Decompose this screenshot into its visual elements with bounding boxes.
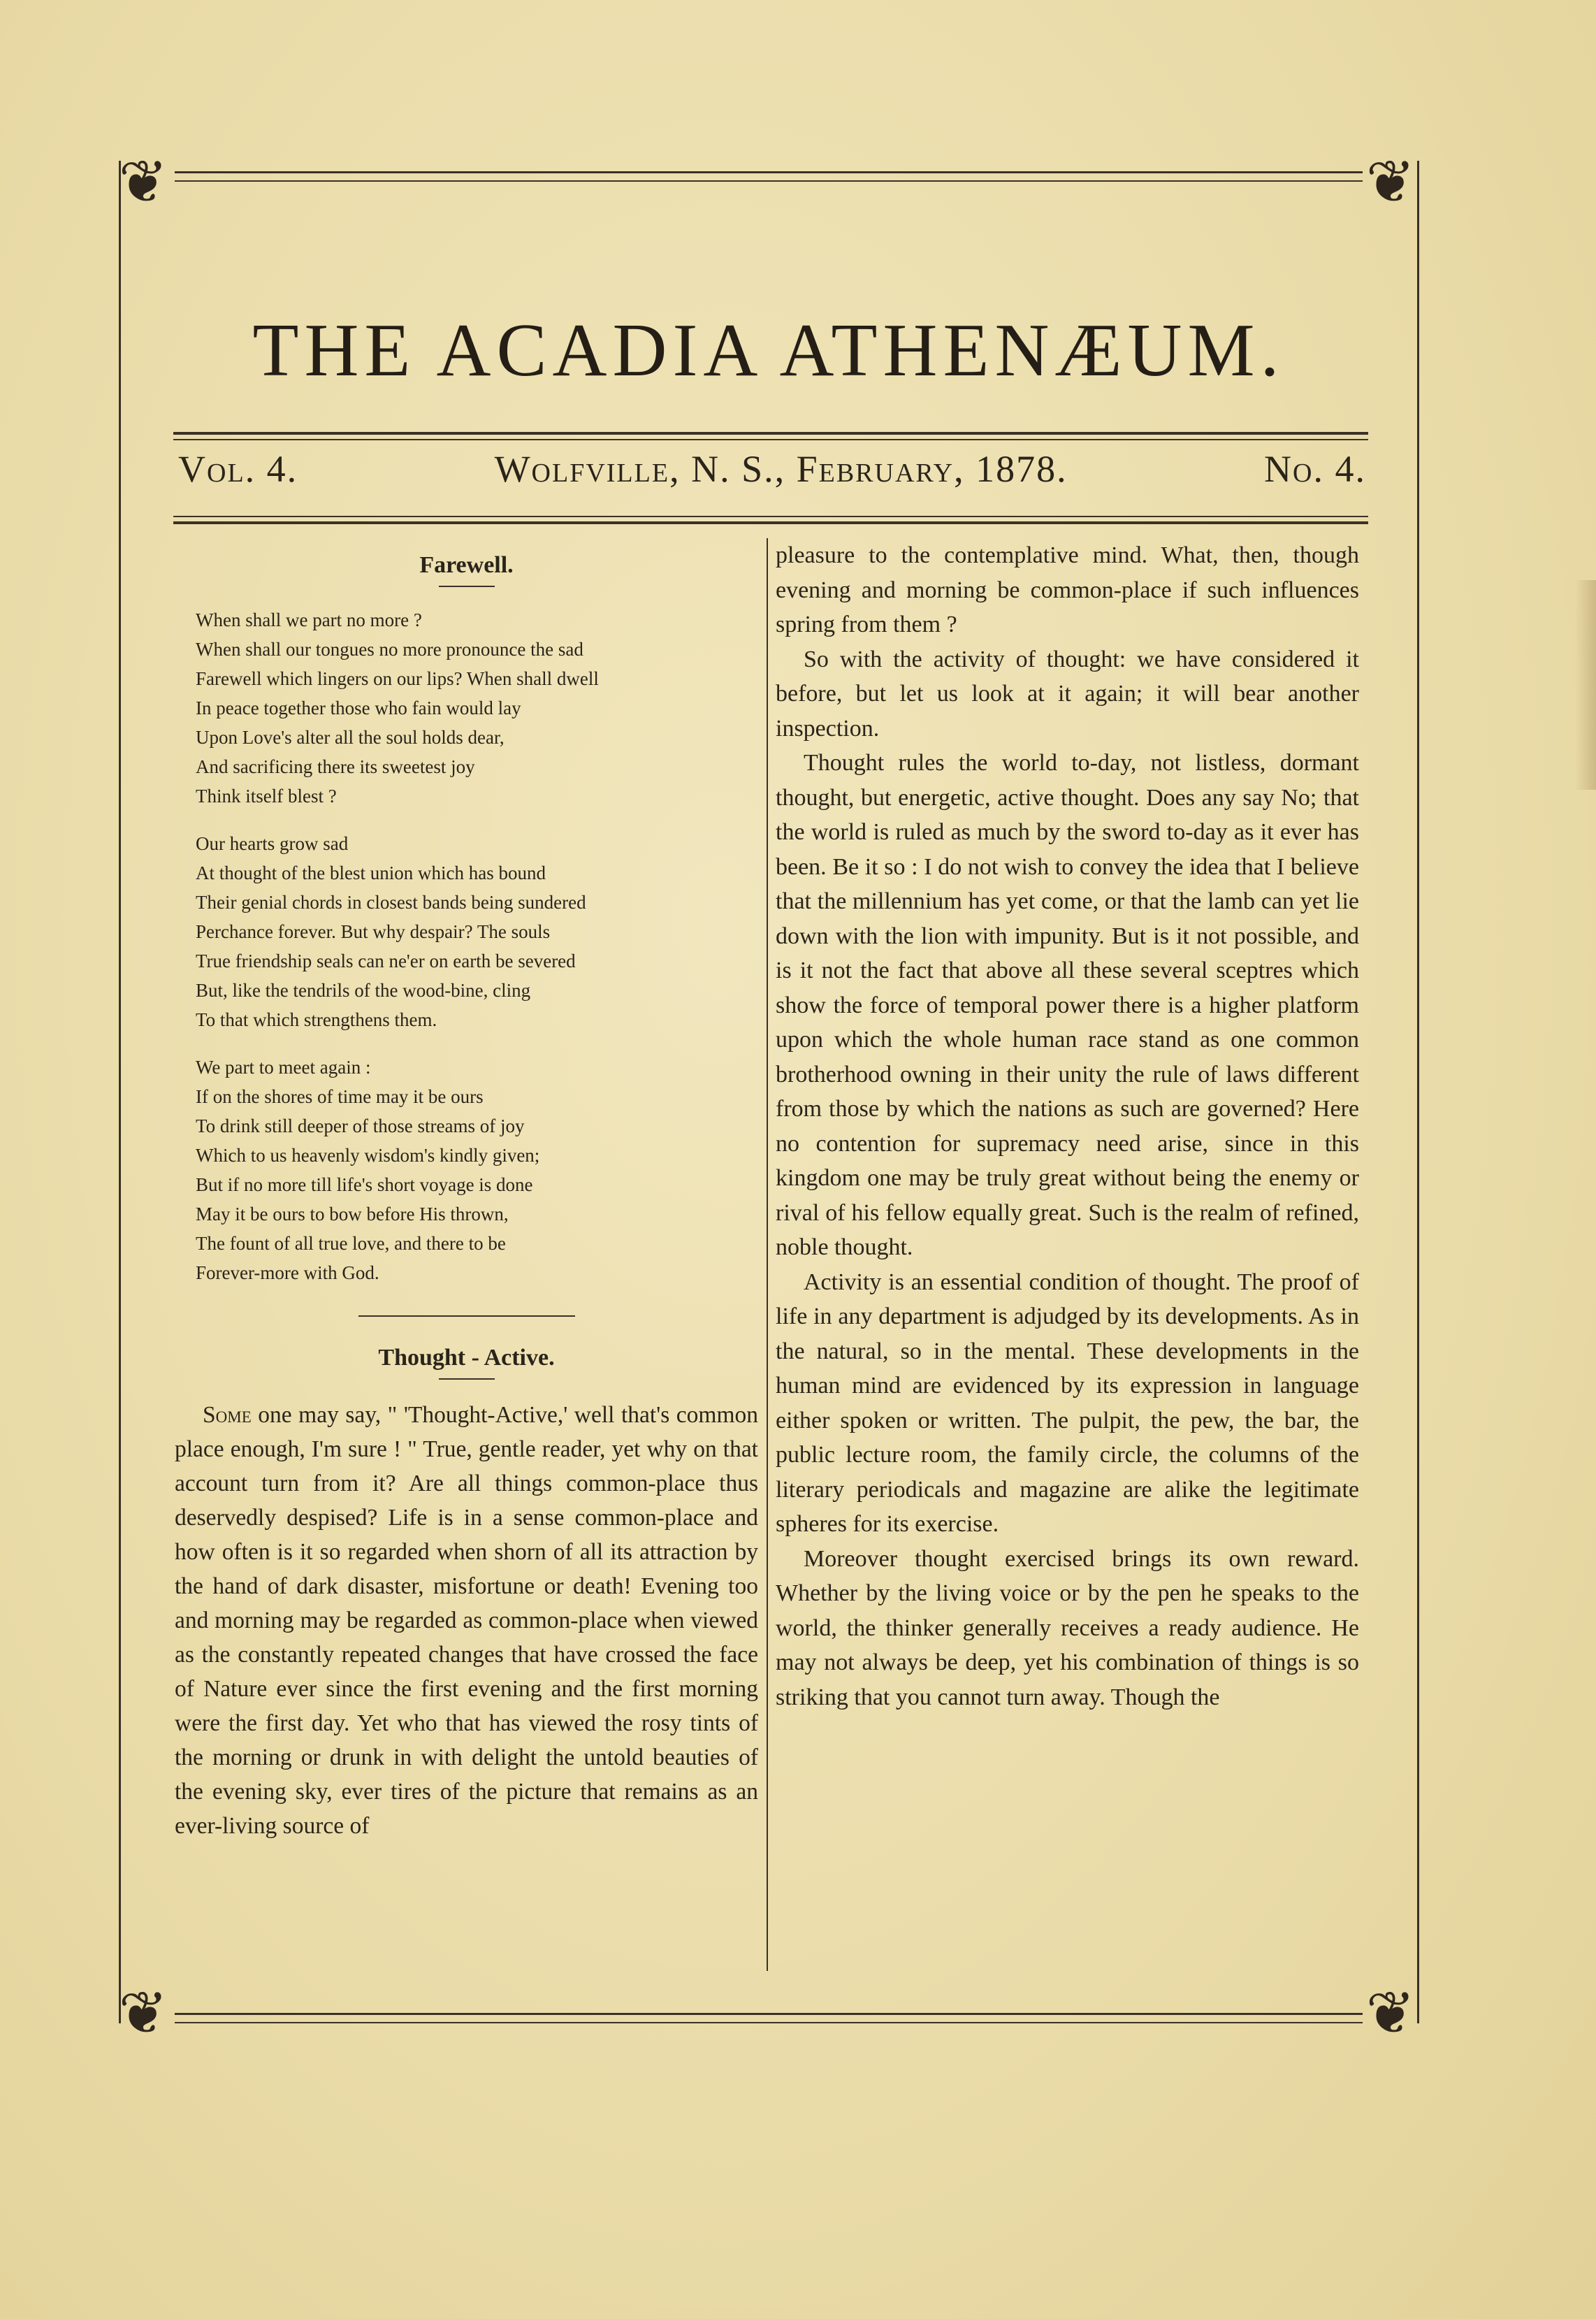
article-paragraph: one may say, " 'Thought-Active,' well that's common place enough, I'm sure ! " True, gentle reader, yet why on that account turn from it? Are all things common-place thus deservedly despised? Life is in a sense common-place and how often is it so regarded when shorn of all its attraction by the hand of dark disaster, misfortune or death! Evening too and morning may be regarded as common-place when viewed as the constantly repeated changes that have crossed the face of Nature ever since the first evening and the first morning were the first day. Yet who that has viewed the rosy tints of the morning or drunk in with delight the untold beauties of the evening sky, ever tires of the picture that remains as an ever-living source of xyxy=(175,1402,758,1839)
poem-line: When shall our tongues no more pronounce the sad xyxy=(196,639,583,660)
poem-line: At thought of the blest union which has bound xyxy=(196,862,546,883)
poem-line: And sacrificing there its sweetest joy xyxy=(196,756,475,777)
volume-label: Vol. 4. xyxy=(178,448,298,490)
dateline-rule xyxy=(173,521,1368,524)
poem-line: Farewell which lingers on our lips? When shall dwell xyxy=(196,668,599,689)
poem-stanza xyxy=(196,605,758,811)
masthead-title: THE ACADIA ATHENÆUM. xyxy=(252,309,1285,392)
poem-body xyxy=(175,605,758,1287)
article-title: Thought - Active. xyxy=(378,1345,555,1371)
poem-line: Which to us heavenly wisdom's kindly given; xyxy=(196,1145,540,1166)
poem-line: The fount of all true love, and there to be xyxy=(196,1233,506,1254)
poem-line: Their genial chords in closest bands being sundered xyxy=(196,892,586,913)
corner-ornament-icon: ❦ xyxy=(1365,1979,1416,2047)
poem-line: Upon Love's alter all the soul holds dear, xyxy=(196,727,505,748)
column-divider xyxy=(767,538,768,1971)
poem-line: Think itself blest ? xyxy=(196,786,337,807)
issue-number-label: No. 4. xyxy=(1264,448,1366,490)
border-bottom-rule xyxy=(175,2013,1363,2023)
right-column xyxy=(776,538,1359,1964)
place-date-label: Wolfville, N. S., February, 1878. xyxy=(494,448,1068,490)
dateline-rule-thin xyxy=(173,516,1368,517)
poem-line: If on the shores of time may it be ours xyxy=(196,1086,484,1107)
article-paragraph: So with the activity of thought: we have considered it before, but let us look at it again; it will bear another inspection. xyxy=(776,646,1359,742)
poem-line: When shall we part no more ? xyxy=(196,609,422,630)
poem-line: True friendship seals can ne'er on earth be severed xyxy=(196,951,576,971)
lead-word: Some xyxy=(203,1402,252,1428)
corner-ornament-icon: ❦ xyxy=(1365,147,1416,216)
poem-stanza xyxy=(196,1053,758,1287)
poem-line: To drink still deeper of those streams of joy xyxy=(196,1115,525,1136)
masthead-rule xyxy=(173,432,1368,435)
poem-line: But, like the tendrils of the wood-bine, cling xyxy=(196,980,531,1001)
article-paragraph: Thought rules the world to-day, not listless, dormant thought, but energetic, active thought. Does any say No; that the world is ruled as much by the sword to-day as it ever has been. Be it so : I do not wish to convey the idea that I believe that the millennium has yet come, or that the lamb can yet lie down with the lion with impunity. But is it not possible, and is it not the fact that above all these several sceptres which show the force of temporal power there is a higher platform upon which the whole human race stand as one common brotherhood owning in their unity the rule of laws different from those by which the nations as such are governed? Here no contention for supremacy need arise, since in this kingdom one may be truly great without being the enemy or rival of his fellow equally great. Such is the realm of refined, noble thought. xyxy=(776,750,1359,1260)
dateline xyxy=(178,447,1366,491)
poem-line: In peace together those who fain would lay xyxy=(196,698,521,718)
poem-title: Farewell. xyxy=(419,552,514,578)
poem-line: But if no more till life's short voyage is done xyxy=(196,1174,533,1195)
masthead-rule-thin xyxy=(173,439,1368,440)
title-rule xyxy=(439,1378,495,1380)
left-column xyxy=(175,538,758,1964)
poem-line: Perchance forever. But why despair? The souls xyxy=(196,921,551,942)
poem-line: Forever-more with God. xyxy=(196,1262,379,1283)
poem-line: May it be ours to bow before His thrown, xyxy=(196,1204,509,1224)
poem-stanza xyxy=(196,829,758,1034)
poem-line: Our hearts grow sad xyxy=(196,833,349,854)
section-separator xyxy=(358,1315,575,1317)
title-rule xyxy=(439,586,495,587)
article-body-left xyxy=(175,1398,758,1843)
article-paragraph: pleasure to the contemplative mind. What, then, though evening and morning be common-place if such influences spring from them ? xyxy=(776,542,1359,637)
article-paragraph: Moreover thought exercised brings its own reward. Whether by the living voice or by the pen he speaks to the world, the thinker generally receives a ready audience. He may not always be deep, yet his combination of things is so striking that you cannot turn away. Though the xyxy=(776,1545,1359,1710)
corner-ornament-icon: ❦ xyxy=(118,1979,168,2047)
page-stain xyxy=(1575,580,1596,790)
poem-line: To that which strengthens them. xyxy=(196,1009,437,1030)
border-top-rule xyxy=(175,171,1363,182)
corner-ornament-icon: ❦ xyxy=(118,147,168,216)
poem-line: We part to meet again : xyxy=(196,1057,371,1078)
article-body-right xyxy=(776,538,1359,1714)
article-paragraph: Activity is an essential condition of thought. The proof of life in any department is adjudged by its developments. As in the natural, so in the mental. These developments in the human mind are evidenced by its expression in language either spoken or written. The pulpit, the pew, the bar, the public lecture room, the family circle, the columns of the literary periodicals and magazine are alike the legitimate spheres for its exercise. xyxy=(776,1269,1359,1537)
